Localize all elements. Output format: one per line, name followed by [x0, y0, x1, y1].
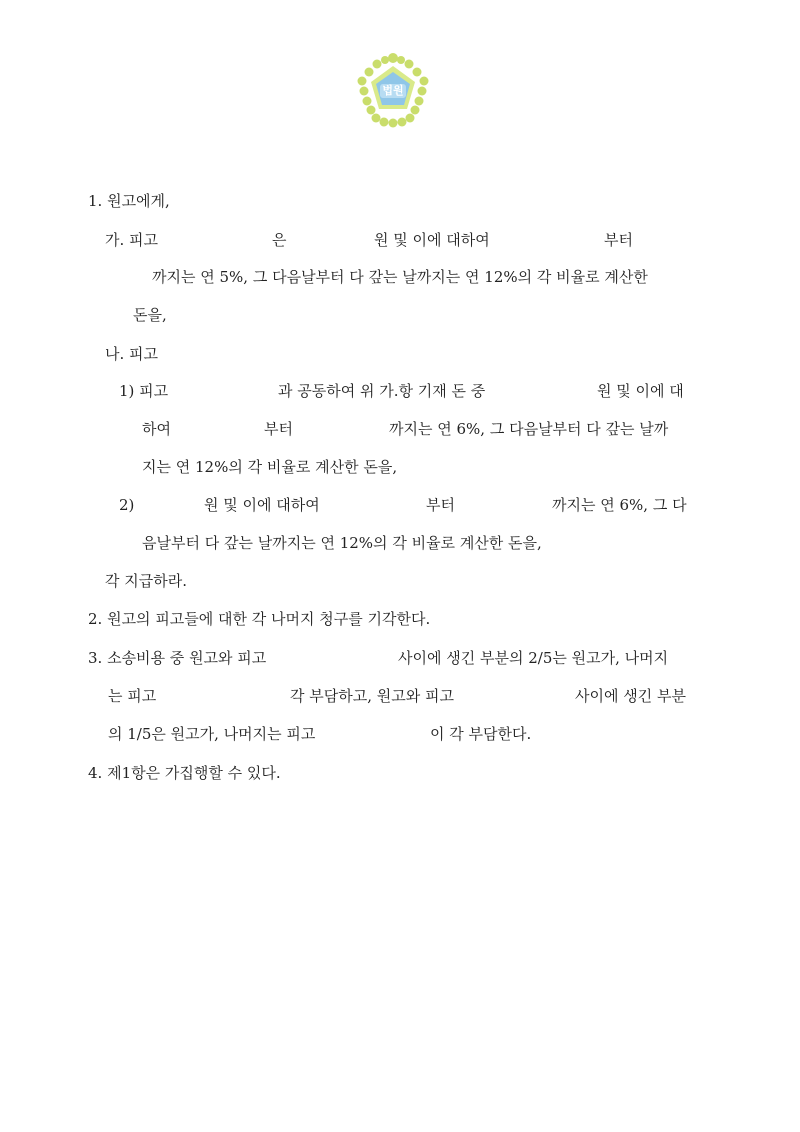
item-3-text-1: 3. 소송비용 중 원고와 피고	[88, 649, 267, 667]
item-na-2-text-3: 부터	[426, 496, 455, 514]
item-na-1-text-5: 부터	[264, 420, 293, 438]
item-3-text-6: 의 1/5은 원고가, 나머지는 피고	[108, 725, 316, 743]
item-ga-text-6: 돈을,	[133, 306, 167, 324]
item-4-text: 4. 제1항은 가집행할 수 있다.	[88, 764, 281, 782]
item-na-2-text-1: 2)	[119, 496, 135, 514]
item-na-1-text-4: 하여	[142, 420, 171, 438]
item-ga-text-1: 가. 피고	[105, 231, 159, 249]
item-na-1-text-1: 1) 피고	[119, 382, 169, 400]
item-3-text-3: 는 피고	[108, 687, 157, 705]
item-ga-text-3: 원 및 이에 대하여	[374, 231, 490, 249]
item-3-text-2: 사이에 생긴 부분의 2/5는 원고가, 나머지	[398, 649, 669, 667]
item-na-1-text-2: 과 공동하여 위 가.항 기재 돈 중	[278, 382, 486, 400]
item-na-text: 나. 피고	[105, 345, 159, 363]
item-ga-text-2: 은	[272, 231, 287, 249]
emblem-label: 법원	[382, 84, 404, 97]
item-3-text-7: 이 각 부담한다.	[430, 725, 532, 743]
item-1-text: 1. 원고에게,	[88, 192, 170, 210]
item-ga-text-4: 부터	[604, 231, 633, 249]
item-3-text-4: 각 부담하고, 원고와 피고	[290, 687, 454, 705]
item-na-2-text-5: 음날부터 다 갚는 날까지는 연 12%의 각 비율로 계산한 돈을,	[142, 534, 542, 552]
item-na-1-text-6: 까지는 연 6%, 그 다음날부터 다 갚는 날까	[389, 420, 669, 438]
item-na-1-text-3: 원 및 이에 대	[597, 382, 684, 400]
item-na-1-text-7: 지는 연 12%의 각 비율로 계산한 돈을,	[142, 458, 398, 476]
item-na-2-text-2: 원 및 이에 대하여	[204, 496, 320, 514]
item-ga-text-5: 까지는 연 5%, 그 다음날부터 다 갚는 날까지는 연 12%의 각 비율로 계산한	[152, 268, 648, 286]
item-na-2-text-4: 까지는 연 6%, 그 다	[552, 496, 687, 514]
pay-text: 각 지급하라.	[105, 572, 187, 590]
item-3-text-5: 사이에 생긴 부분	[575, 687, 686, 705]
court-emblem-logo	[355, 52, 431, 128]
item-2-text: 2. 원고의 피고들에 대한 각 나머지 청구를 기각한다.	[88, 610, 431, 628]
